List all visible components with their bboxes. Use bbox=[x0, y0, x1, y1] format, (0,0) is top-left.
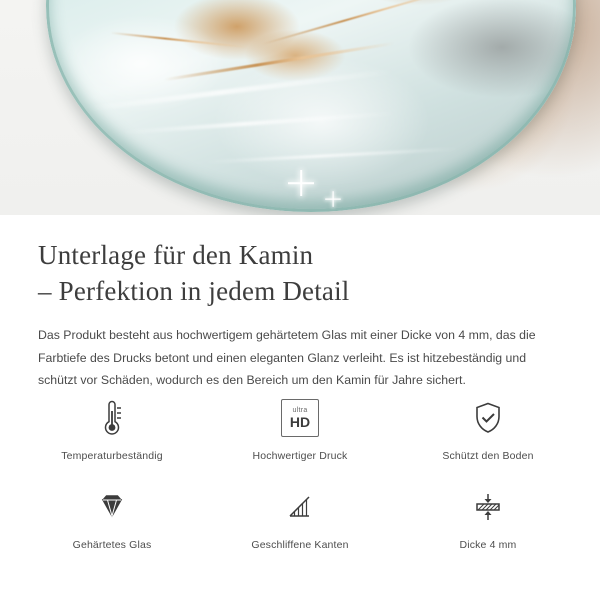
feature-label: Hochwertiger Druck bbox=[252, 450, 348, 462]
hero-image bbox=[0, 0, 600, 215]
ultra-hd-top-label: ultra bbox=[292, 407, 308, 414]
shield-check-icon bbox=[466, 395, 510, 441]
thermometer-icon bbox=[90, 395, 134, 441]
headline-line-2: – Perfektion in jedem Detail bbox=[38, 275, 350, 306]
ultra-hd-bottom-label: HD bbox=[289, 414, 311, 430]
feature-item-polished-edges bbox=[206, 484, 394, 551]
feature-label: Schützt den Boden bbox=[442, 450, 534, 462]
feature-label: Geschliffene Kanten bbox=[251, 539, 349, 551]
glass-disc-product-image bbox=[46, 0, 576, 212]
feature-item-thickness bbox=[394, 484, 582, 551]
thickness-icon bbox=[466, 484, 510, 530]
polished-edges-icon bbox=[278, 484, 322, 530]
body-paragraph: Das Produkt besteht aus hochwertigem gehärtetem Glas mit einer Dicke von 4 mm, das die Farbtiefe des Drucks betont und einen eleganten Glanz verleiht. Es ist hitzebeständig und schützt vor Schäden, wodurch es den Bereich um den Kamin für Jahre sichert. bbox=[38, 327, 536, 388]
headline-line-1: Unterlage für den Kamin bbox=[38, 240, 314, 270]
feature-grid bbox=[0, 395, 600, 551]
ultra-hd-icon bbox=[281, 395, 319, 441]
page-title bbox=[0, 215, 600, 310]
feature-item-tempered-glass bbox=[18, 484, 206, 551]
feature-label: Temperaturbeständig bbox=[61, 450, 163, 462]
feature-label: Gehärtetes Glas bbox=[72, 539, 152, 551]
feature-item-floor-protection bbox=[394, 395, 582, 462]
feature-item-temperature bbox=[18, 395, 206, 462]
feature-item-print-quality bbox=[206, 395, 394, 462]
diamond-icon bbox=[90, 484, 134, 530]
feature-label: Dicke 4 mm bbox=[459, 539, 517, 551]
text-block bbox=[0, 215, 600, 392]
